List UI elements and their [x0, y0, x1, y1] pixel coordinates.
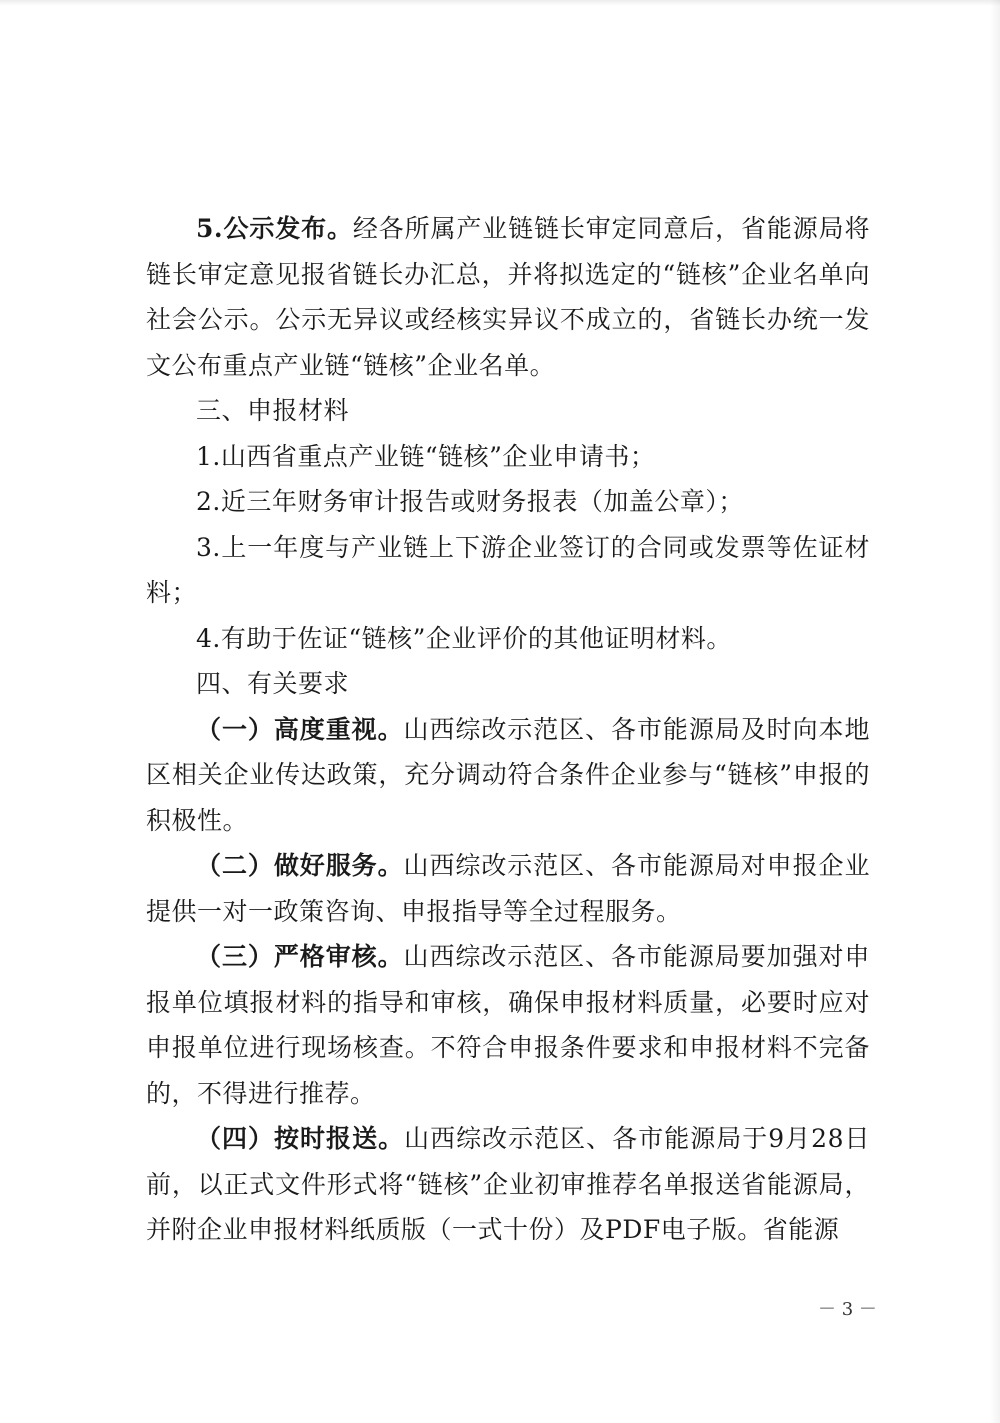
section-heading-requirements: [146, 661, 870, 707]
section-heading: 四、有关要求: [196, 669, 350, 698]
page-number: － 3 －: [818, 1299, 877, 1320]
paragraph-text: 经各所属产业链链长审定同意后，省能源局将链长审定意见报省链长办汇总，并将拟选定的“链核”企业名单向社会公示。公示无异议或经核实异议不成立的，省链长办统一发文公布重点产业链“链核”企业名单。: [146, 214, 870, 380]
paragraph-lead: （一）高度重视。: [196, 714, 404, 744]
list-item-text: 4.有助于佐证“链核”企业评价的其他证明材料。: [196, 623, 732, 653]
paragraph-lead: （四）按时报送。: [196, 1124, 405, 1153]
list-item-text: 1.山西省重点产业链“链核”企业申请书；: [196, 441, 656, 471]
list-item-1: [146, 434, 870, 480]
requirement-3: [146, 934, 870, 1116]
paragraph-publicity: [146, 206, 870, 388]
requirement-2: [146, 843, 870, 934]
paragraph-lead: （二）做好服务。: [196, 851, 404, 880]
list-item-4: [146, 616, 870, 662]
scan-top-shadow: [0, 0, 1000, 6]
document-body: [146, 206, 870, 1253]
paragraph-text: 山西综改示范区、各市能源局要加强对申报单位填报材料的指导和审核，确保申报材料质量，必要时应对申报单位进行现场核查。不符合申报条件要求和申报材料不完备的，不得进行推荐。: [146, 942, 870, 1108]
paragraph-text: 山西综改示范区、各市能源局及时向本地区相关企业传达政策，充分调动符合条件企业参与“链核”申报的积极性。: [146, 714, 870, 835]
paragraph-lead: （三）严格审核。: [196, 942, 404, 971]
list-item-2: [146, 479, 870, 525]
list-item-3: [146, 525, 870, 616]
paragraph-text: 山西综改示范区、各市能源局对申报企业提供一对一政策咨询、申报指导等全过程服务。: [146, 851, 870, 926]
paragraph-text: 山西综改示范区、各市能源局于9月28日前，以正式文件形式将“链核”企业初审推荐名单报送省能源局，并附企业申报材料纸质版（一式十份）及PDF电子版。省能源: [146, 1124, 870, 1244]
paragraph-lead: 5.公示发布。: [196, 214, 353, 243]
list-item-text: 2.近三年财务审计报告或财务报表（加盖公章）；: [196, 487, 744, 516]
section-heading-materials: [146, 388, 870, 434]
list-item-text: 3.上一年度与产业链上下游企业签订的合同或发票等佐证材料；: [146, 532, 870, 607]
requirement-4: [146, 1116, 870, 1253]
requirement-1: [146, 707, 870, 844]
scan-edge-shadow: [990, 0, 1000, 1423]
section-heading: 三、申报材料: [196, 396, 350, 425]
